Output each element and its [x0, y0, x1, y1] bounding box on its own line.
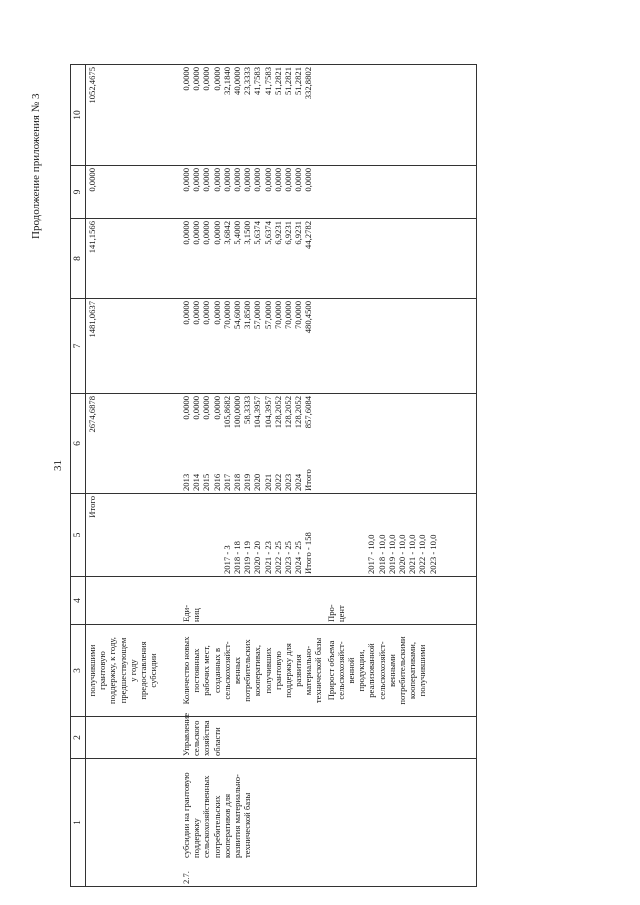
column-header: 6 [71, 394, 86, 494]
unit-cell: Про- цент [324, 577, 477, 625]
total-col9: 0,0000 [86, 166, 180, 219]
column-header: 7 [71, 299, 86, 394]
column-header: 8 [71, 219, 86, 299]
total-label: Итого [86, 494, 180, 577]
page-number: 31 [52, 460, 64, 471]
column-header: 3 [71, 625, 86, 717]
table-row [324, 65, 477, 887]
column-header: 10 [71, 65, 86, 166]
indicator-name: Количество новых постоянных рабочих мест, созданных в сельскохозяйст- венных потребительских кооперативах, получивших грантовую поддержку для развития материально- технической базы [179, 625, 324, 717]
total-col8: 141,1566 [86, 219, 180, 299]
executor-cell: Управление сельского хозяйства области [179, 717, 324, 759]
cell-empty [86, 577, 180, 625]
cell-empty [324, 65, 477, 166]
total-col7: 1481,0637 [86, 299, 180, 394]
unit-cell: Еди- ниц [179, 577, 324, 625]
col9-values: 0,0000 0,0000 0,0000 0,0000 0,0000 0,0000 0,0000 0,0000 0,0000 0,0000 0,0000 0,0000 0,0000 [179, 166, 324, 219]
cell-empty [324, 394, 477, 494]
years-and-col6: 2013 0,0000 2014 0,0000 2015 0,0000 2016 0,0000 2017 105,8682 2018 100,0000 2019 58,3333 2020 104,3957 2021 104,3957 2022 128,2052 2023 128,2052 2024 128,2052 Итого 857,6084 [179, 394, 324, 494]
column-header: 1 [71, 759, 86, 887]
indicator-name: Прирост объема сельскохозяйст- венной продукции, реализованной сельскохозяйст- венными потребительскими кооперативами, получившими [324, 625, 477, 717]
cell-empty [324, 166, 477, 219]
column-header: 5 [71, 494, 86, 577]
col7-values: 0,0000 0,0000 0,0000 0,0000 70,0000 54,6000 31,8500 57,0000 57,0000 70,0000 70,0000 70,0000 480,4500 [179, 299, 324, 394]
target-values: 2017 - 10,0 2018 - 10,0 2019 - 10,0 2020 - 10,0 2021 - 10,0 2022 - 10,0 2023 - 10,0 [324, 494, 477, 577]
total-col10: 1052,4675 [86, 65, 180, 166]
cell-empty [86, 717, 180, 759]
previous-indicator-name: получившими грантовую поддержку, к году, предшествующем у году предоставления субсидии [86, 625, 180, 717]
item-name-cell: 2.7.субсидии на грантовую поддержку сельскохозяйственных потребительских кооперативов для развития материально- технической базы [179, 759, 324, 887]
cell-empty [324, 717, 477, 759]
item-number: 2.7. [181, 871, 191, 884]
program-measures-table [70, 64, 477, 887]
cell-empty [324, 759, 477, 887]
total-col6: 2674,6878 [86, 394, 180, 494]
column-header: 2 [71, 717, 86, 759]
appendix-continuation-label: Продолжение приложения № 3 [30, 93, 42, 239]
cell-empty [324, 219, 477, 299]
col10-values: 0,0000 0,0000 0,0000 0,0000 32,1840 40,0000 23,3333 41,7583 41,7583 51,2821 51,2821 51,2821 332,8802 [179, 65, 324, 166]
target-values: 2017 - 3 2018 - 18 2019 - 19 2020 - 20 2021 - 23 2022 - 25 2023 - 25 2024 - 25 Итого - 158 [179, 494, 324, 577]
column-header: 4 [71, 577, 86, 625]
cell-empty [86, 759, 180, 887]
table-header-row [71, 65, 86, 887]
col8-values: 0,0000 0,0000 0,0000 0,0000 3,6842 5,4000 3,1500 5,6374 5,6374 6,9231 6,9231 6,9231 44,2782 [179, 219, 324, 299]
table-row [179, 65, 324, 887]
column-header: 9 [71, 166, 86, 219]
cell-empty [324, 299, 477, 394]
table-row [86, 65, 180, 887]
